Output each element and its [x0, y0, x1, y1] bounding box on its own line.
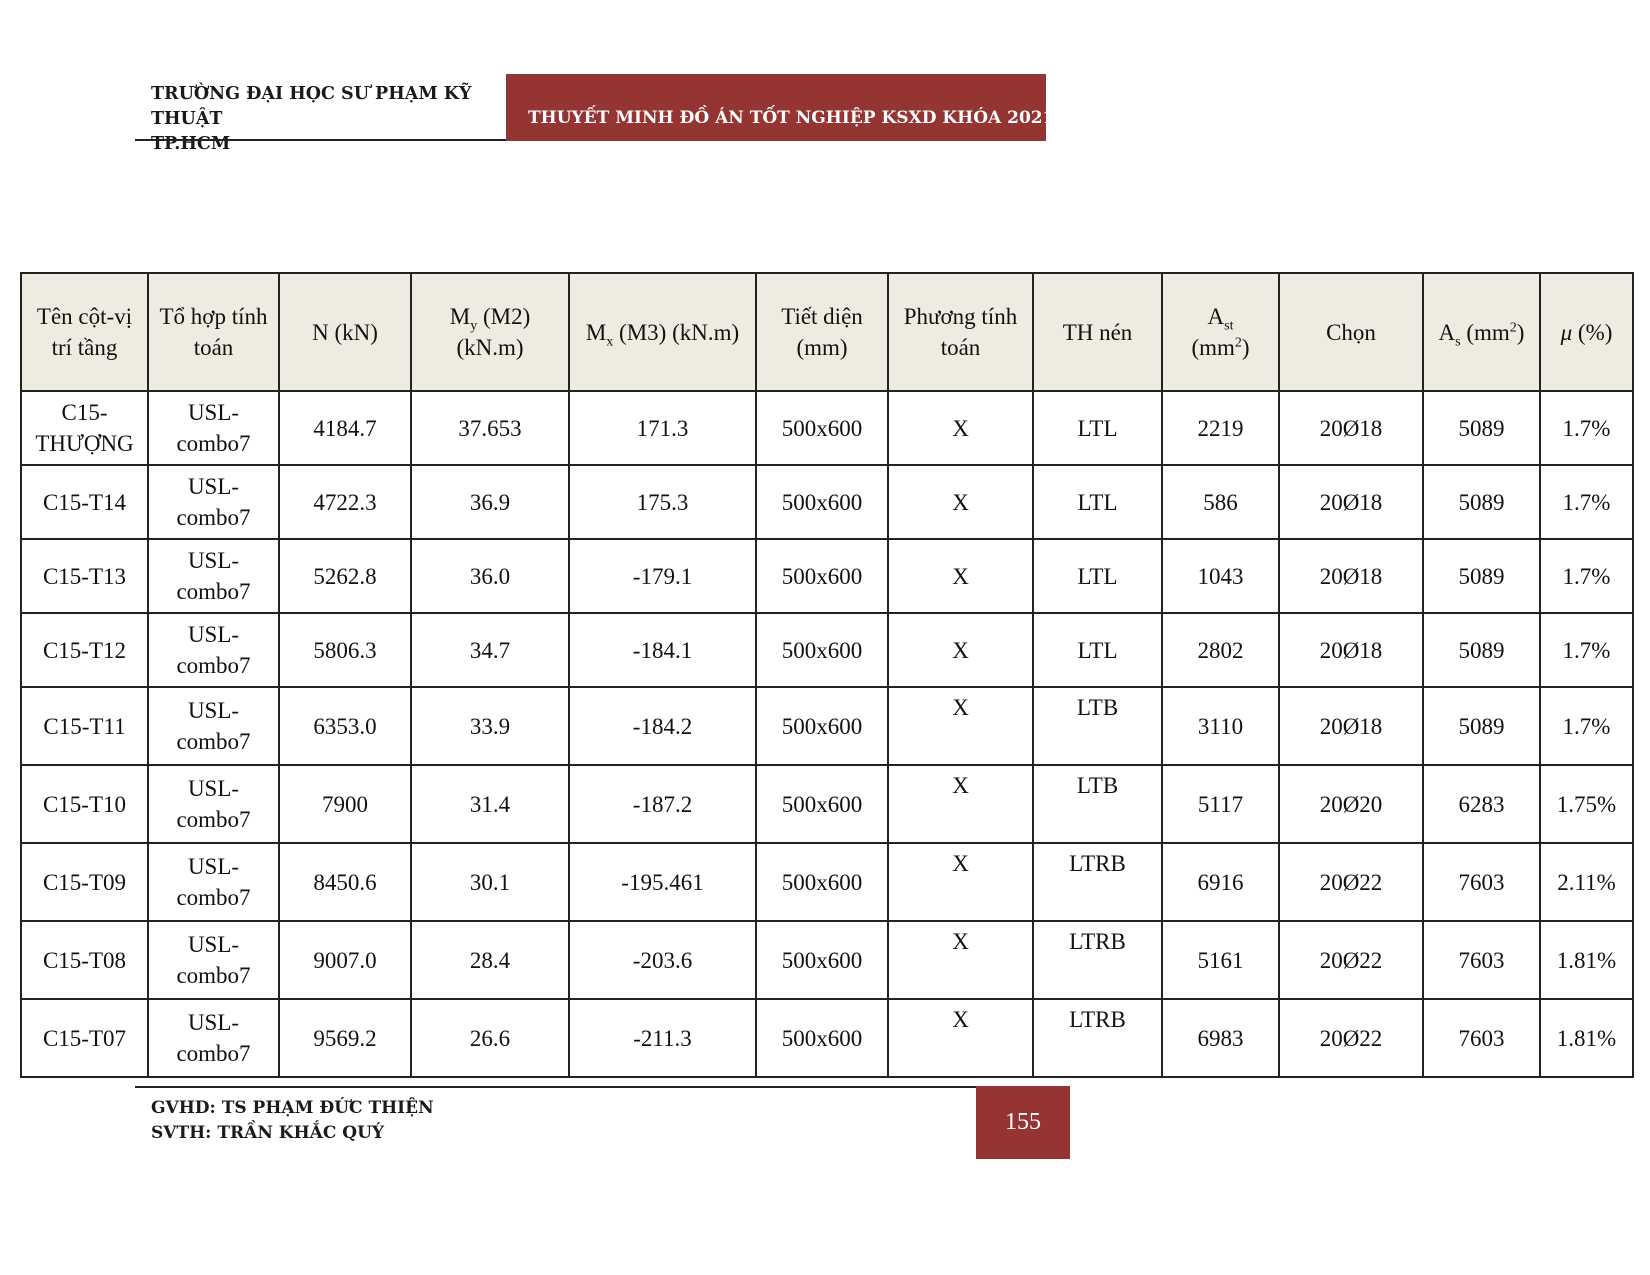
header-reinforcement-ratio: μ (%) [1540, 273, 1633, 391]
cell-axial-force: 9569.2 [279, 999, 411, 1077]
cell-reinforcement-ratio: 2.11% [1540, 843, 1633, 921]
table-row [21, 465, 1633, 539]
cell-combination: USL-combo7 [148, 843, 279, 921]
cell-compression-case: LTL [1033, 391, 1162, 465]
header-direction: Phương tính toán [888, 273, 1033, 391]
cell-provided-steel: 5089 [1423, 391, 1540, 465]
cell-compression-case: LTL [1033, 539, 1162, 613]
cell-choice: 20Ø22 [1279, 921, 1423, 999]
table-row [21, 999, 1633, 1077]
school-name-line1: TRƯỜNG ĐẠI HỌC SƯ PHẠM KỸ THUẬT [151, 84, 472, 129]
header-required-steel: $A_{st}$ $(mm^2)$ [1162, 273, 1279, 391]
footer-credits [151, 1096, 651, 1146]
cell-moment-y: 37.653 [411, 391, 569, 465]
cell-compression-case: LTRB [1033, 843, 1162, 921]
cell-required-steel: 6916 [1162, 843, 1279, 921]
cell-combination: USL-combo7 [148, 921, 279, 999]
cell-choice: 20Ø20 [1279, 765, 1423, 843]
cell-moment-x: -179.1 [569, 539, 756, 613]
cell-required-steel: 3110 [1162, 687, 1279, 765]
cell-column-name: C15-T10 [21, 765, 148, 843]
cell-choice: 20Ø18 [1279, 465, 1423, 539]
school-name-line2: TP.HCM [151, 134, 231, 154]
table-row [21, 539, 1633, 613]
cell-section: 500x600 [756, 465, 888, 539]
cell-column-name: C15-T11 [21, 687, 148, 765]
cell-direction: X [888, 465, 1033, 539]
cell-direction: X [888, 539, 1033, 613]
school-name [151, 82, 506, 157]
cell-compression-case: LTB [1033, 765, 1162, 843]
cell-combination: USL-combo7 [148, 391, 279, 465]
header-combination: Tổ hợp tính toán [148, 273, 279, 391]
cell-direction: X [888, 687, 1033, 765]
cell-moment-y: 26.6 [411, 999, 569, 1077]
cell-column-name: C15-T08 [21, 921, 148, 999]
cell-choice: 20Ø18 [1279, 391, 1423, 465]
cell-moment-y: 30.1 [411, 843, 569, 921]
cell-section: 500x600 [756, 539, 888, 613]
cell-reinforcement-ratio: 1.7% [1540, 687, 1633, 765]
student-name: SVTH: TRẦN KHẮC QUÝ [151, 1123, 385, 1143]
cell-moment-x: -184.1 [569, 613, 756, 687]
table-row [21, 613, 1633, 687]
table-row [21, 765, 1633, 843]
cell-moment-x: -211.3 [569, 999, 756, 1077]
cell-provided-steel: 5089 [1423, 687, 1540, 765]
cell-reinforcement-ratio: 1.81% [1540, 999, 1633, 1077]
cell-section: 500x600 [756, 687, 888, 765]
footer-divider [135, 1086, 976, 1088]
cell-moment-x: -187.2 [569, 765, 756, 843]
cell-provided-steel: 5089 [1423, 539, 1540, 613]
cell-direction: X [888, 765, 1033, 843]
cell-direction: X [888, 999, 1033, 1077]
cell-moment-y: 28.4 [411, 921, 569, 999]
cell-reinforcement-ratio: 1.7% [1540, 465, 1633, 539]
cell-required-steel: 5161 [1162, 921, 1279, 999]
cell-moment-y: 36.0 [411, 539, 569, 613]
cell-choice: 20Ø22 [1279, 999, 1423, 1077]
cell-combination: USL-combo7 [148, 465, 279, 539]
cell-moment-y: 36.9 [411, 465, 569, 539]
header-choice: Chọn [1279, 273, 1423, 391]
cell-axial-force: 4722.3 [279, 465, 411, 539]
cell-combination: USL-combo7 [148, 539, 279, 613]
cell-moment-x: 171.3 [569, 391, 756, 465]
header-divider [135, 139, 506, 141]
cell-section: 500x600 [756, 921, 888, 999]
cell-axial-force: 5806.3 [279, 613, 411, 687]
cell-choice: 20Ø18 [1279, 539, 1423, 613]
cell-choice: 20Ø22 [1279, 843, 1423, 921]
cell-section: 500x600 [756, 843, 888, 921]
cell-moment-y: 34.7 [411, 613, 569, 687]
advisor-name: GVHD: TS PHẠM ĐỨC THIỆN [151, 1098, 434, 1118]
cell-reinforcement-ratio: 1.7% [1540, 391, 1633, 465]
project-title-banner [506, 74, 1109, 141]
cell-provided-steel: 5089 [1423, 465, 1540, 539]
cell-section: 500x600 [756, 999, 888, 1077]
cell-section: 500x600 [756, 765, 888, 843]
cell-combination: USL-combo7 [148, 687, 279, 765]
cell-choice: 20Ø18 [1279, 687, 1423, 765]
table-row [21, 687, 1633, 765]
column-reinforcement-table [20, 272, 1634, 1078]
cell-provided-steel: 7603 [1423, 921, 1540, 999]
table-row [21, 843, 1633, 921]
table-header-row [21, 273, 1633, 391]
cell-moment-x: -195.461 [569, 843, 756, 921]
cell-compression-case: LTB [1033, 687, 1162, 765]
cell-column-name: C15-T14 [21, 465, 148, 539]
cell-choice: 20Ø18 [1279, 613, 1423, 687]
cell-direction: X [888, 843, 1033, 921]
cell-reinforcement-ratio: 1.7% [1540, 539, 1633, 613]
cell-axial-force: 4184.7 [279, 391, 411, 465]
cell-required-steel: 2802 [1162, 613, 1279, 687]
cell-compression-case: LTL [1033, 465, 1162, 539]
cell-column-name: C15-T12 [21, 613, 148, 687]
cell-axial-force: 9007.0 [279, 921, 411, 999]
cell-combination: USL-combo7 [148, 613, 279, 687]
page-number: 155 [976, 1086, 1070, 1159]
cell-required-steel: 586 [1162, 465, 1279, 539]
header-moment-x: $M_x$ (M3) (kN.m) [569, 273, 756, 391]
cell-combination: USL-combo7 [148, 999, 279, 1077]
cell-compression-case: LTRB [1033, 999, 1162, 1077]
header-section: Tiết diện (mm) [756, 273, 888, 391]
cell-section: 500x600 [756, 391, 888, 465]
cell-column-name: C15-THƯỢNG [21, 391, 148, 465]
cell-axial-force: 8450.6 [279, 843, 411, 921]
cell-combination: USL-combo7 [148, 765, 279, 843]
cell-required-steel: 6983 [1162, 999, 1279, 1077]
cell-provided-steel: 7603 [1423, 999, 1540, 1077]
header-column-name: Tên cột-vị trí tầng [21, 273, 148, 391]
header-provided-steel: $A_s$ $(mm^2)$ [1423, 273, 1540, 391]
cell-compression-case: LTL [1033, 613, 1162, 687]
cell-direction: X [888, 613, 1033, 687]
cell-moment-y: 31.4 [411, 765, 569, 843]
cell-moment-x: -203.6 [569, 921, 756, 999]
cell-column-name: C15-T07 [21, 999, 148, 1077]
cell-column-name: C15-T13 [21, 539, 148, 613]
cell-column-name: C15-T09 [21, 843, 148, 921]
cell-moment-y: 33.9 [411, 687, 569, 765]
cell-required-steel: 2219 [1162, 391, 1279, 465]
cell-reinforcement-ratio: 1.7% [1540, 613, 1633, 687]
cell-axial-force: 5262.8 [279, 539, 411, 613]
cell-moment-x: 175.3 [569, 465, 756, 539]
cell-moment-x: -184.2 [569, 687, 756, 765]
project-title: THUYẾT MINH ĐỒ ÁN TỐT NGHIỆP KSXD KHÓA 2021-2025 [528, 108, 1109, 128]
cell-required-steel: 5117 [1162, 765, 1279, 843]
cell-provided-steel: 6283 [1423, 765, 1540, 843]
cell-reinforcement-ratio: 1.75% [1540, 765, 1633, 843]
cell-required-steel: 1043 [1162, 539, 1279, 613]
cell-provided-steel: 5089 [1423, 613, 1540, 687]
cell-direction: X [888, 391, 1033, 465]
table-row [21, 921, 1633, 999]
header-moment-y: $M_y$ (M2) (kN.m) [411, 273, 569, 391]
cell-direction: X [888, 921, 1033, 999]
cell-compression-case: LTRB [1033, 921, 1162, 999]
table-row [21, 391, 1633, 465]
header-axial-force: N (kN) [279, 273, 411, 391]
cell-axial-force: 6353.0 [279, 687, 411, 765]
cell-provided-steel: 7603 [1423, 843, 1540, 921]
cell-axial-force: 7900 [279, 765, 411, 843]
cell-reinforcement-ratio: 1.81% [1540, 921, 1633, 999]
header-compression-case: TH nén [1033, 273, 1162, 391]
cell-section: 500x600 [756, 613, 888, 687]
